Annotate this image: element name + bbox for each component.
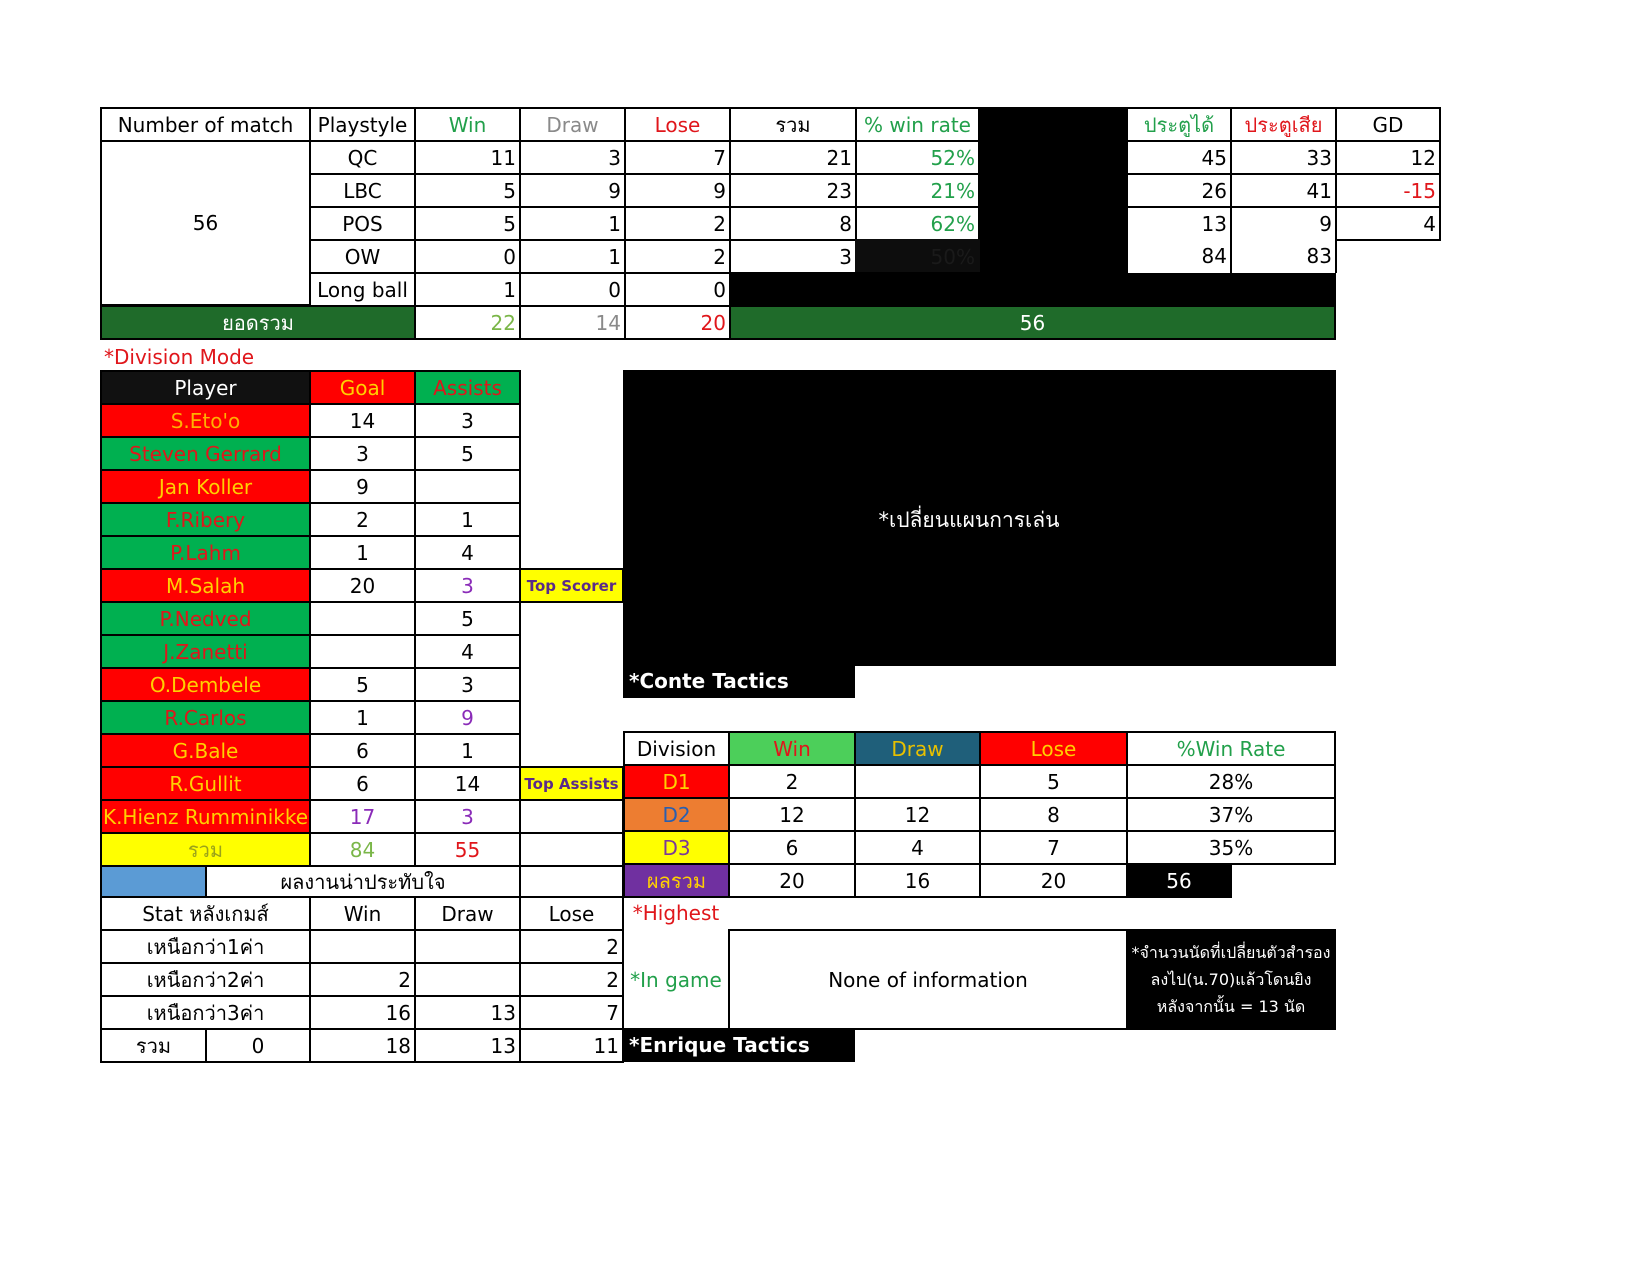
player-assists: 4: [414, 535, 521, 570]
playstyle-lbc: LBC: [309, 173, 416, 208]
player-total-assists: 55: [414, 832, 521, 867]
ow-total: 3: [729, 239, 857, 274]
header-draw: Draw: [519, 107, 626, 142]
d3-lose: 7: [979, 830, 1128, 865]
ow-draw: 1: [519, 239, 626, 274]
pos-total: 8: [729, 206, 857, 241]
pg-total-value: 0: [205, 1028, 311, 1063]
lbc-win: 5: [414, 173, 521, 208]
summary-lose: 20: [624, 305, 731, 340]
player-name: R.Gullit: [100, 766, 311, 801]
player-assists: 3: [414, 667, 521, 702]
empty-cell: [519, 865, 624, 898]
player-goal: 6: [309, 766, 416, 801]
qc-rate: 52%: [855, 140, 980, 175]
player-name: J.Zanetti: [100, 634, 311, 669]
header-division: Division: [623, 731, 730, 766]
player-total-label: รวม: [100, 832, 311, 867]
player-assists: 5: [414, 436, 521, 471]
total-goals-against: 83: [1230, 239, 1337, 273]
longball-win: 1: [414, 272, 521, 307]
pg-total-label: รวม: [100, 1028, 207, 1063]
pos-lose: 2: [624, 206, 731, 241]
qc-draw: 3: [519, 140, 626, 175]
playstyle-long-ball: Long ball: [309, 272, 416, 307]
header-pg-lose: Lose: [519, 896, 624, 931]
empty-cell: [519, 832, 624, 867]
redacted-block: [729, 272, 1336, 306]
d1-rate: 28%: [1126, 764, 1336, 799]
header-number-of-match: Number of match: [100, 107, 311, 142]
player-name: S.Eto'o: [100, 403, 311, 438]
sub-note-line: ลงไป(น.70)แล้วโดนยิง: [1150, 970, 1312, 989]
pg-row-label: เหนือกว่า1ค่า: [100, 929, 311, 964]
player-name: Steven Gerrard: [100, 436, 311, 471]
summary-win: 22: [414, 305, 521, 340]
player-name: Jan Koller: [100, 469, 311, 504]
d2-rate: 37%: [1126, 797, 1336, 832]
d2-lose: 8: [979, 797, 1128, 832]
player-goal: 2: [309, 502, 416, 537]
player-goal: 17: [309, 799, 416, 834]
in-game-label: *In game: [630, 967, 722, 992]
d2-win: 12: [728, 797, 856, 832]
change-plan-note: *เปลี่ยนแผนการเล่น: [878, 507, 1060, 532]
pos-goals-against: 9: [1230, 206, 1337, 241]
d2-draw: 12: [854, 797, 981, 832]
ow-win: 0: [414, 239, 521, 274]
header-player: Player: [100, 370, 311, 405]
ow-rate: 50%: [855, 239, 980, 274]
header-div-lose: Lose: [979, 731, 1128, 766]
player-name: P.Lahm: [100, 535, 311, 570]
lbc-gd: -15: [1335, 173, 1441, 208]
player-assists: 4: [414, 634, 521, 669]
player-goal: 1: [309, 535, 416, 570]
longball-draw: 0: [519, 272, 626, 307]
playstyle-ow: OW: [309, 239, 416, 274]
player-goal: 1: [309, 700, 416, 735]
div-total-all: 56: [1126, 863, 1232, 898]
pg-row-lose: 7: [519, 995, 624, 1030]
top-assists-badge: Top Assists: [519, 766, 624, 801]
d1-lose: 5: [979, 764, 1128, 799]
player-assists: 5: [414, 601, 521, 636]
top-scorer-badge: Top Scorer: [519, 568, 624, 603]
pg-row-win: [309, 929, 416, 964]
player-goal: 6: [309, 733, 416, 768]
player-assists: [414, 469, 521, 504]
header-total: รวม: [729, 107, 857, 142]
d1-win: 2: [728, 764, 856, 799]
player-name: G.Bale: [100, 733, 311, 768]
player-assists: 3: [414, 799, 521, 834]
div-total-draw: 16: [854, 863, 981, 898]
highest-label: *Highest: [632, 900, 720, 925]
pg-row-draw: [414, 962, 521, 997]
header-div-rate: %Win Rate: [1126, 731, 1336, 766]
header-playstyle: Playstyle: [309, 107, 416, 142]
header-goal: Goal: [309, 370, 416, 405]
header-lose: Lose: [624, 107, 731, 142]
player-goal: 3: [309, 436, 416, 471]
sub-note-line: *จำนวนนัดที่เปลี่ยนตัวสำรอง: [1131, 943, 1331, 962]
impressive-label: ผลงานน่าประทับใจ: [205, 865, 521, 898]
pos-draw: 1: [519, 206, 626, 241]
pg-row-label: เหนือกว่า3ค่า: [100, 995, 311, 1030]
ow-lose: 2: [624, 239, 731, 274]
header-assists: Assists: [414, 370, 521, 405]
player-goal: 14: [309, 403, 416, 438]
header-win: Win: [414, 107, 521, 142]
lbc-goals-against: 41: [1230, 173, 1337, 208]
pg-total-win: 18: [309, 1028, 416, 1063]
player-total-goal: 84: [309, 832, 416, 867]
d3-draw: 4: [854, 830, 981, 865]
player-goal: 5: [309, 667, 416, 702]
pg-row-lose: 2: [519, 929, 624, 964]
player-name: R.Carlos: [100, 700, 311, 735]
player-name: O.Dembele: [100, 667, 311, 702]
player-assists: 3: [414, 403, 521, 438]
empty-cell: [519, 799, 624, 834]
player-assists: 1: [414, 733, 521, 768]
none-of-information: None of information: [728, 929, 1128, 1030]
header-gd: GD: [1335, 107, 1441, 142]
division-d1: D1: [623, 764, 730, 799]
player-name: P.Nedved: [100, 601, 311, 636]
qc-lose: 7: [624, 140, 731, 175]
header-goals-against: ประตูเสีย: [1230, 107, 1337, 142]
player-assists: 1: [414, 502, 521, 537]
lbc-rate: 21%: [855, 173, 980, 208]
player-name: M.Salah: [100, 568, 311, 603]
header-pg-draw: Draw: [414, 896, 521, 931]
header-goals-for: ประตูได้: [1126, 107, 1232, 142]
player-goal: 9: [309, 469, 416, 504]
lbc-total: 23: [729, 173, 857, 208]
summary-draw: 14: [519, 305, 626, 340]
summary-total: 56: [729, 305, 1336, 340]
playstyle-qc: QC: [309, 140, 416, 175]
division-d3: D3: [623, 830, 730, 865]
number-of-match-value: 56: [100, 140, 311, 306]
header-pg-win: Win: [309, 896, 416, 931]
header-div-draw: Draw: [854, 731, 981, 766]
qc-win: 11: [414, 140, 521, 175]
d3-win: 6: [728, 830, 856, 865]
header-stat: Stat หลังเกมส์: [100, 896, 311, 931]
div-total-win: 20: [728, 863, 856, 898]
redacted-block: [978, 107, 1128, 273]
pos-rate: 62%: [855, 206, 980, 241]
pos-win: 5: [414, 206, 521, 241]
pg-total-draw: 13: [414, 1028, 521, 1063]
player-assists: 14: [414, 766, 521, 801]
substitution-note: [1126, 929, 1336, 1030]
summary-label: ยอดรวม: [100, 305, 416, 340]
lbc-draw: 9: [519, 173, 626, 208]
header-win-rate: % win rate: [855, 107, 980, 142]
qc-total: 21: [729, 140, 857, 175]
player-goal: [309, 634, 416, 669]
pg-row-win: 16: [309, 995, 416, 1030]
d1-draw: [854, 764, 981, 799]
qc-gd: 12: [1335, 140, 1441, 175]
division-d2: D2: [623, 797, 730, 832]
pg-total-lose: 11: [519, 1028, 624, 1063]
player-name: F.Ribery: [100, 502, 311, 537]
player-name: K.Hienz Rumminikke: [100, 799, 311, 834]
playstyle-pos: POS: [309, 206, 416, 241]
pg-row-lose: 2: [519, 962, 624, 997]
div-total-lose: 20: [979, 863, 1128, 898]
qc-goals-for: 45: [1126, 140, 1232, 175]
pg-row-label: เหนือกว่า2ค่า: [100, 962, 311, 997]
sub-note-line: หลังจากนั้น = 13 นัด: [1156, 997, 1306, 1016]
qc-goals-against: 33: [1230, 140, 1337, 175]
pg-row-draw: [414, 929, 521, 964]
impressive-color-key: [100, 865, 207, 898]
player-assists: 3: [414, 568, 521, 603]
total-goals-for: 84: [1126, 239, 1232, 273]
division-total-label: ผลรวม: [623, 863, 730, 898]
division-mode-note: *Division Mode: [104, 345, 255, 369]
conte-tactics-label: *Conte Tactics: [623, 664, 855, 698]
pg-row-win: 2: [309, 962, 416, 997]
player-assists: 9: [414, 700, 521, 735]
pg-row-draw: 13: [414, 995, 521, 1030]
pos-goals-for: 13: [1126, 206, 1232, 241]
enrique-tactics-label: *Enrique Tactics: [623, 1028, 855, 1062]
player-goal: 20: [309, 568, 416, 603]
lbc-goals-for: 26: [1126, 173, 1232, 208]
lbc-lose: 9: [624, 173, 731, 208]
d3-rate: 35%: [1126, 830, 1336, 865]
player-goal: [309, 601, 416, 636]
longball-lose: 0: [624, 272, 731, 307]
header-div-win: Win: [728, 731, 856, 766]
pos-gd: 4: [1335, 206, 1441, 241]
